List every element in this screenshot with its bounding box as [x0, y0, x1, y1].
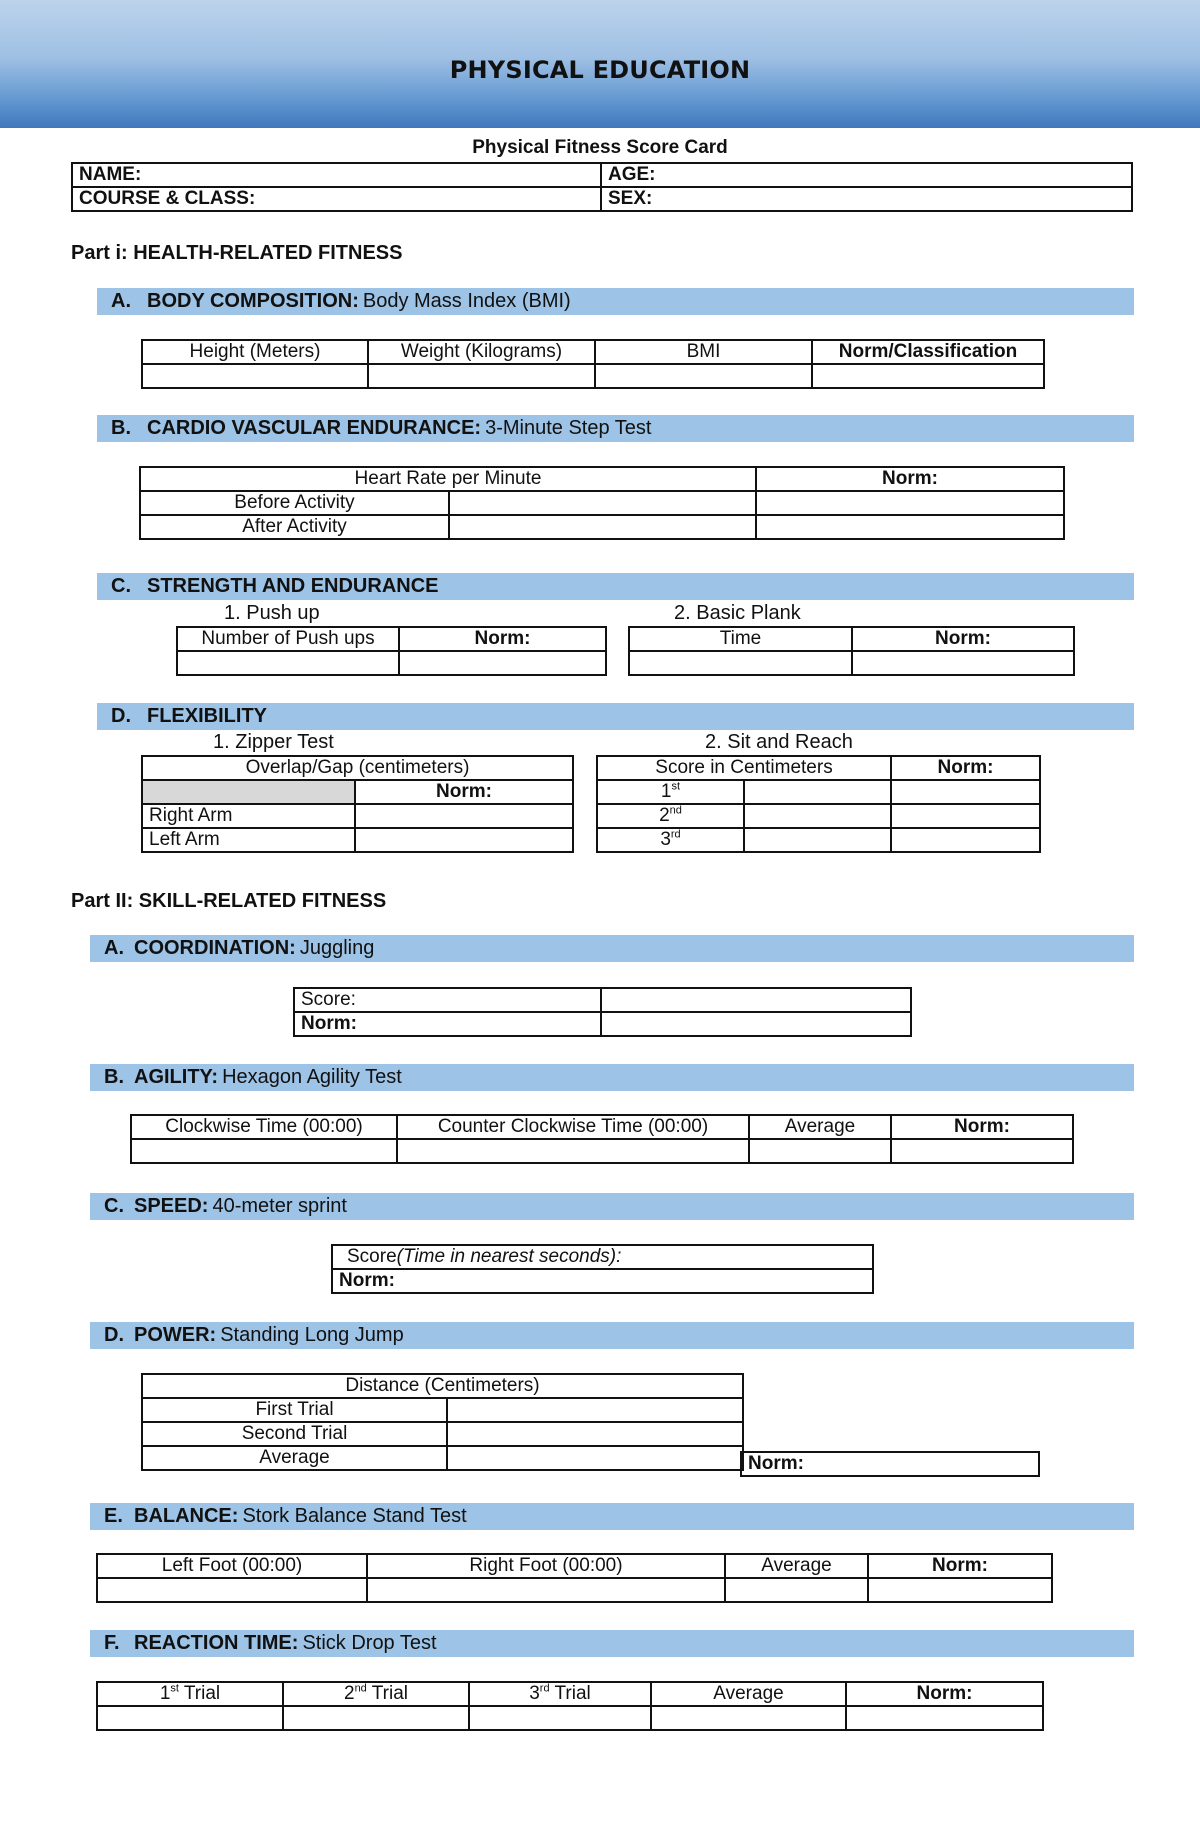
power-second-input[interactable] — [447, 1422, 743, 1446]
power-norm-label[interactable]: Norm: — [741, 1452, 1039, 1476]
speed-table — [331, 1244, 874, 1294]
section-test: Stork Balance Stand Test — [242, 1505, 467, 1527]
reaction-norm-input[interactable] — [846, 1706, 1043, 1730]
after-activity-label: After Activity — [140, 515, 449, 539]
section-reaction-time — [90, 1630, 1134, 1657]
speed-score-label[interactable]: Score(Time in nearest seconds): — [332, 1245, 873, 1269]
pushup-table — [176, 626, 607, 676]
pushup-col-count: Number of Push ups — [177, 627, 399, 651]
left-foot-input[interactable] — [97, 1578, 367, 1602]
before-norm-input[interactable] — [756, 491, 1064, 515]
name-field[interactable]: NAME: — [72, 163, 601, 187]
section-test: Stick Drop Test — [302, 1632, 437, 1654]
zipper-title: 1. Zipper Test — [213, 731, 334, 753]
agility-col-clockwise: Clockwise Time (00:00) — [131, 1115, 397, 1139]
section-name: POWER: — [134, 1324, 217, 1346]
clockwise-input[interactable] — [131, 1139, 397, 1163]
power-second-label: Second Trial — [142, 1422, 447, 1446]
coordination-norm-label: Norm: — [294, 1012, 601, 1036]
section-letter: D. — [111, 705, 131, 727]
bmi-table — [141, 339, 1045, 389]
part2-title: Part II: SKILL-RELATED FITNESS — [71, 890, 387, 912]
trial-1-norm-input[interactable] — [891, 780, 1040, 804]
sit-reach-norm-label: Norm: — [891, 756, 1040, 780]
age-field[interactable]: AGE: — [601, 163, 1132, 187]
heart-rate-table — [139, 466, 1065, 540]
section-balance — [90, 1503, 1134, 1530]
weight-input[interactable] — [368, 364, 595, 388]
reaction-col-average: Average — [651, 1682, 846, 1706]
bmi-col-bmi: BMI — [595, 340, 812, 364]
balance-average-input[interactable] — [725, 1578, 868, 1602]
section-name: BODY COMPOSITION: — [147, 290, 359, 312]
section-coordination — [90, 935, 1134, 962]
zipper-header: Overlap/Gap (centimeters) — [142, 756, 573, 780]
balance-col-right: Right Foot (00:00) — [367, 1554, 725, 1578]
height-input[interactable] — [142, 364, 368, 388]
pushup-norm-input[interactable] — [399, 651, 606, 675]
section-letter: B. — [111, 417, 131, 439]
section-test: Standing Long Jump — [220, 1324, 404, 1346]
trial-2-input[interactable] — [744, 804, 891, 828]
section-letter: A. — [104, 937, 124, 959]
trial-3-input[interactable] — [744, 828, 891, 852]
bmi-norm-input[interactable] — [812, 364, 1044, 388]
section-test: Body Mass Index (BMI) — [362, 290, 571, 312]
reaction-col-trial-1: 1st Trial — [97, 1682, 283, 1706]
right-foot-input[interactable] — [367, 1578, 725, 1602]
agility-col-average: Average — [749, 1115, 891, 1139]
power-table — [141, 1373, 744, 1471]
section-name: BALANCE: — [134, 1505, 239, 1527]
pushup-count-input[interactable] — [177, 651, 399, 675]
section-body-composition — [97, 288, 1134, 315]
section-name: COORDINATION: — [134, 937, 296, 959]
section-letter: D. — [104, 1324, 124, 1346]
right-arm-input[interactable] — [355, 804, 573, 828]
plank-time-input[interactable] — [629, 651, 852, 675]
coordination-score-input[interactable] — [601, 988, 911, 1012]
trial-2-label: 2nd — [597, 804, 744, 828]
zipper-norm-label: Norm: — [355, 780, 573, 804]
after-norm-input[interactable] — [756, 515, 1064, 539]
balance-col-left: Left Foot (00:00) — [97, 1554, 367, 1578]
section-name: REACTION TIME: — [134, 1632, 299, 1654]
power-first-input[interactable] — [447, 1398, 743, 1422]
section-name: CARDIO VASCULAR ENDURANCE: — [147, 417, 482, 439]
coordination-table — [293, 987, 912, 1037]
reaction-col-norm: Norm: — [846, 1682, 1043, 1706]
trial-3-label: 3rd — [597, 828, 744, 852]
section-speed — [90, 1193, 1134, 1220]
reaction-trial-2-input[interactable] — [283, 1706, 469, 1730]
agility-norm-input[interactable] — [891, 1139, 1073, 1163]
student-info-table — [71, 162, 1133, 212]
page-title: PHYSICAL EDUCATION — [449, 56, 751, 84]
bmi-col-norm: Norm/Classification — [812, 340, 1044, 364]
balance-table — [96, 1553, 1053, 1603]
before-activity-label: Before Activity — [140, 491, 449, 515]
counter-clockwise-input[interactable] — [397, 1139, 749, 1163]
bmi-input[interactable] — [595, 364, 812, 388]
course-class-field[interactable]: COURSE & CLASS: — [72, 187, 601, 211]
section-name: SPEED: — [134, 1195, 209, 1217]
plank-norm-input[interactable] — [852, 651, 1074, 675]
before-activity-input[interactable] — [449, 491, 756, 515]
zipper-table — [141, 755, 574, 853]
left-arm-label: Left Arm — [142, 828, 355, 852]
trial-1-input[interactable] — [744, 780, 891, 804]
section-test: Hexagon Agility Test — [222, 1066, 402, 1088]
trial-2-norm-input[interactable] — [891, 804, 1040, 828]
power-norm-table — [740, 1451, 1040, 1477]
balance-col-norm: Norm: — [868, 1554, 1052, 1578]
section-flexibility — [97, 703, 1134, 730]
plank-title: 2. Basic Plank — [674, 602, 801, 624]
power-first-label: First Trial — [142, 1398, 447, 1422]
agility-average-input[interactable] — [749, 1139, 891, 1163]
heart-rate-norm-label: Norm: — [756, 467, 1064, 491]
agility-table — [130, 1114, 1074, 1164]
section-test: 3-Minute Step Test — [485, 417, 652, 439]
section-letter: A. — [111, 290, 131, 312]
trial-3-norm-input[interactable] — [891, 828, 1040, 852]
plank-col-time: Time — [629, 627, 852, 651]
balance-col-average: Average — [725, 1554, 868, 1578]
section-test: Juggling — [299, 937, 375, 959]
trial-1-label: 1st — [597, 780, 744, 804]
section-name: AGILITY: — [134, 1066, 219, 1088]
section-power — [90, 1322, 1134, 1349]
agility-col-norm: Norm: — [891, 1115, 1073, 1139]
section-name: STRENGTH AND ENDURANCE — [147, 575, 439, 597]
reaction-col-trial-2: 2nd Trial — [283, 1682, 469, 1706]
left-arm-input[interactable] — [355, 828, 573, 852]
balance-norm-input[interactable] — [868, 1578, 1052, 1602]
section-strength — [97, 573, 1134, 600]
header-banner — [0, 0, 1200, 128]
section-cardio — [97, 415, 1134, 442]
agility-col-counter: Counter Clockwise Time (00:00) — [397, 1115, 749, 1139]
section-agility — [90, 1064, 1134, 1091]
coordination-score-label: Score: — [294, 988, 601, 1012]
reaction-col-trial-3: 3rd Trial — [469, 1682, 651, 1706]
part1-title: Part i: HEALTH-RELATED FITNESS — [71, 242, 403, 264]
sit-reach-title: 2. Sit and Reach — [705, 731, 853, 753]
plank-table — [628, 626, 1075, 676]
section-test: 40-meter sprint — [212, 1195, 347, 1217]
sex-field[interactable]: SEX: — [601, 187, 1132, 211]
pushup-title: 1. Push up — [224, 602, 320, 624]
pushup-col-norm: Norm: — [399, 627, 606, 651]
sit-reach-table — [596, 755, 1041, 853]
section-letter: B. — [104, 1066, 124, 1088]
section-name: FLEXIBILITY — [147, 705, 267, 727]
power-header: Distance (Centimeters) — [142, 1374, 743, 1398]
heart-rate-header: Heart Rate per Minute — [140, 467, 756, 491]
after-activity-input[interactable] — [449, 515, 756, 539]
section-letter: C. — [104, 1195, 124, 1217]
power-average-input[interactable] — [447, 1446, 743, 1470]
bmi-col-height: Height (Meters) — [142, 340, 368, 364]
sit-reach-header: Score in Centimeters — [597, 756, 891, 780]
card-title: Physical Fitness Score Card — [472, 137, 728, 158]
plank-col-norm: Norm: — [852, 627, 1074, 651]
right-arm-label: Right Arm — [142, 804, 355, 828]
section-letter: C. — [111, 575, 131, 597]
bmi-col-weight: Weight (Kilograms) — [368, 340, 595, 364]
reaction-trial-1-input[interactable] — [97, 1706, 283, 1730]
coordination-norm-input[interactable] — [601, 1012, 911, 1036]
reaction-average-input[interactable] — [651, 1706, 846, 1730]
power-average-label: Average — [142, 1446, 447, 1470]
section-letter: F. — [104, 1632, 120, 1654]
speed-norm-label[interactable]: Norm: — [332, 1269, 873, 1293]
section-letter: E. — [104, 1505, 123, 1527]
zipper-blank-cell — [142, 780, 355, 804]
reaction-table — [96, 1681, 1044, 1731]
reaction-trial-3-input[interactable] — [469, 1706, 651, 1730]
